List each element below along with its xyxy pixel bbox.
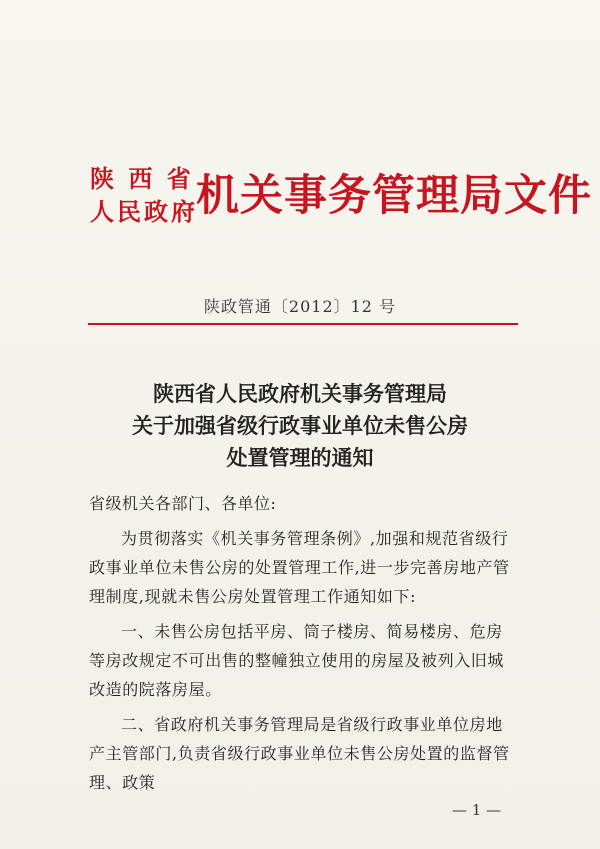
title-line-2: 关于加强省级行政事业单位未售公房 xyxy=(132,413,468,438)
document-type-title: 机关事务管理局文件 xyxy=(196,171,592,221)
issuer-name xyxy=(90,162,200,228)
page-number: — 1 — xyxy=(452,801,502,819)
paragraph-item-1: 一、未售公房包括平房、筒子楼房、简易楼房、危房等房改规定不可出售的整幢独立使用的房屋及被列入旧城改造的院落房屋。 xyxy=(89,622,505,699)
issuer-line-2: 人民政府 xyxy=(90,197,198,226)
paragraph-item-2: 二、省政府机关事务管理局是省级行政事业单位房地产主管部门,负责省级行政事业单位未售公房处置的监督管理、政策 xyxy=(89,715,510,792)
issuer-line-1: 陕 西 省 xyxy=(90,164,194,193)
document-number: 陕政管通〔2012〕12 号 xyxy=(203,297,397,316)
notice-title xyxy=(0,378,600,474)
title-line-1: 陕西省人民政府机关事务管理局 xyxy=(153,381,447,406)
red-header xyxy=(90,162,592,232)
paragraph-intro: 为贯彻落实《机关事务管理条例》,加强和规范省级行政事业单位未售公房的处置管理工作,进一步完善房地产管理制度,现就未售公房处置管理工作通知如下: xyxy=(89,529,510,606)
title-line-3: 处置管理的通知 xyxy=(226,445,374,470)
salutation: 省级机关各部门、各单位: xyxy=(89,494,277,513)
red-separator-line xyxy=(88,323,518,325)
